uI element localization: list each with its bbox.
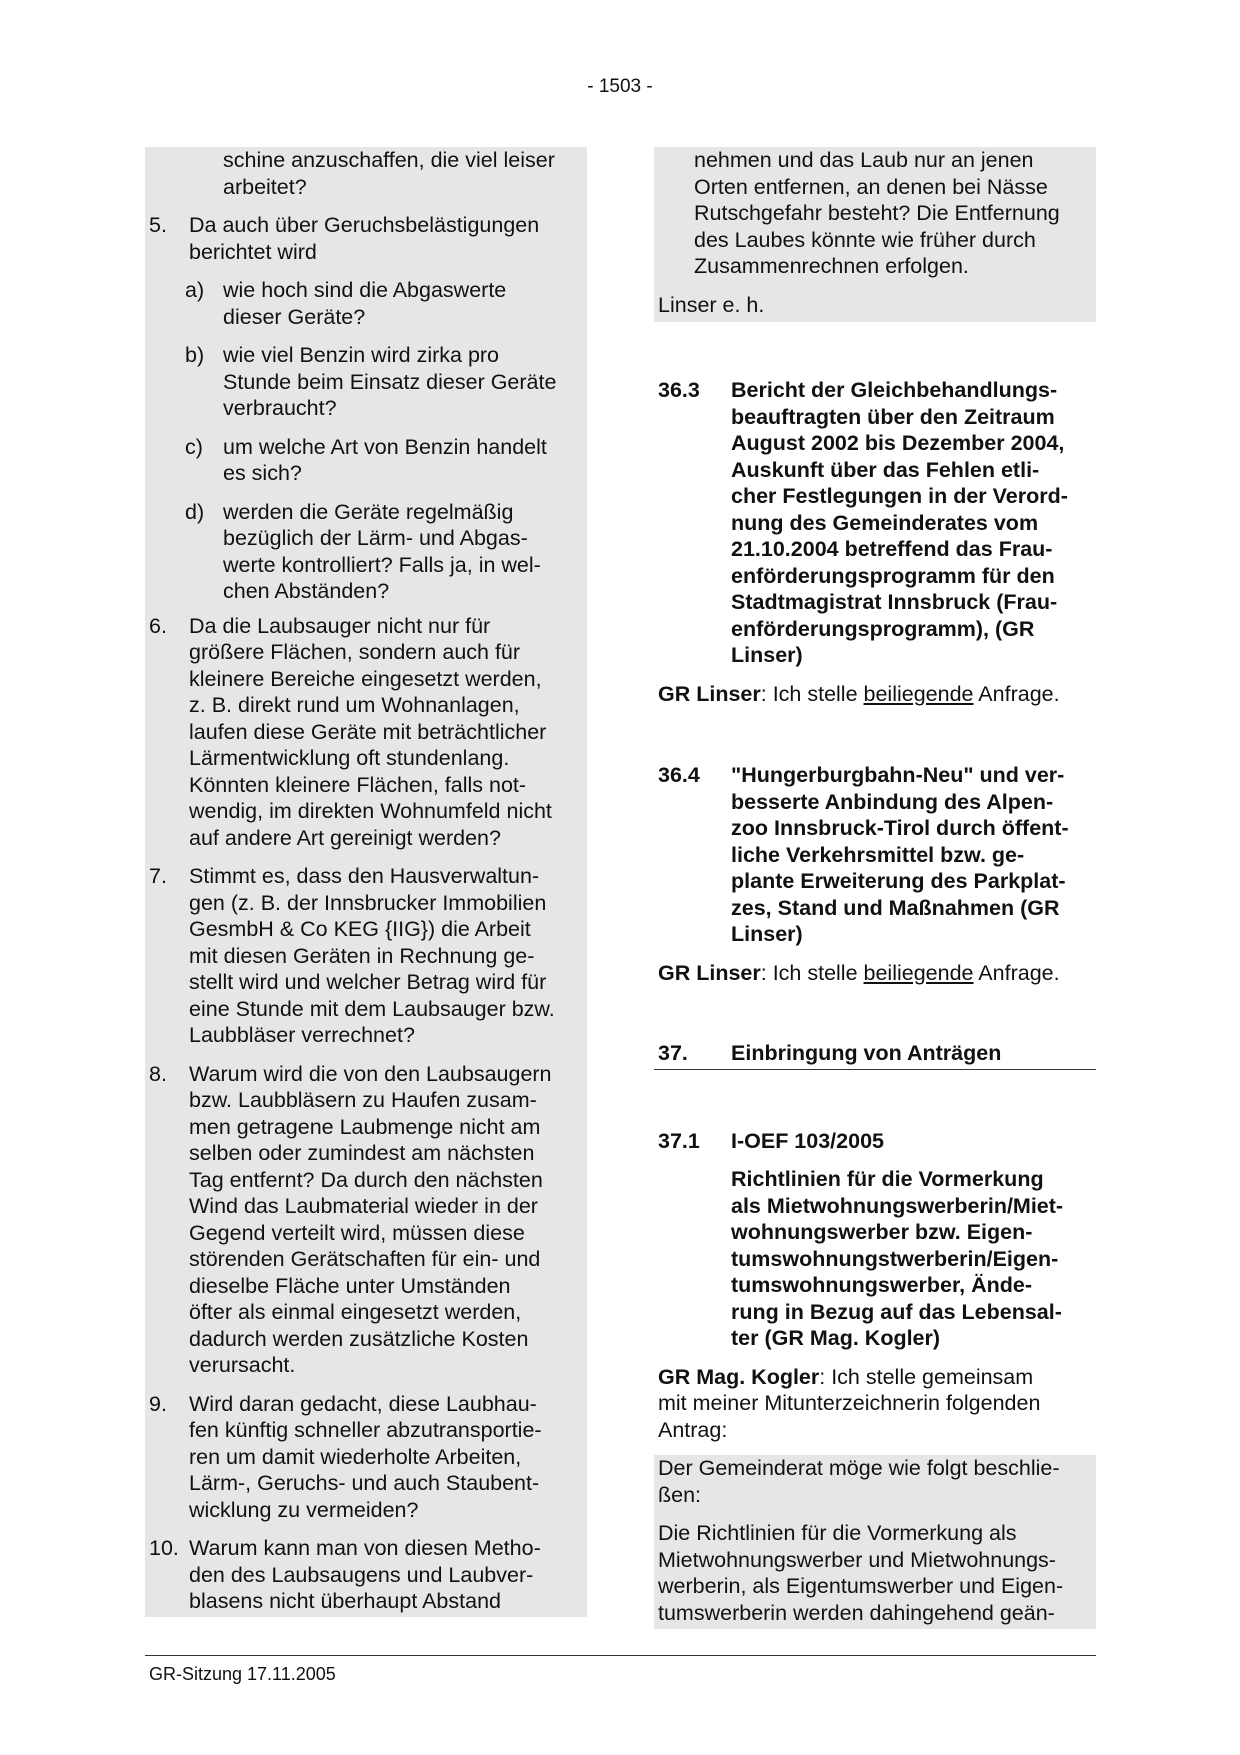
text-line: Stimmt es, dass den Hausverwaltun-	[189, 864, 540, 888]
text-line: eine Stunde mit dem Laubsauger bzw.	[189, 996, 555, 1021]
text-line: wie hoch sind die Abgaswerte	[223, 278, 507, 302]
statement-text: : Ich stelle gemeinsam	[819, 1364, 1034, 1389]
text-line: es sich?	[223, 461, 302, 485]
list-item-7	[145, 863, 587, 1049]
file-code: I-OEF 103/2005	[731, 1128, 884, 1153]
statement-text: Anfrage.	[973, 681, 1060, 706]
item-number: 6.	[149, 613, 167, 638]
item-number: 10.	[149, 1536, 179, 1560]
text-line: ren um damit wiederholte Arbeiten,	[189, 1444, 522, 1469]
text-line: Könnten kleinere Flächen, falls not-	[189, 772, 527, 797]
motion-paragraph	[654, 1455, 1096, 1508]
text-line: Der Gemeinderat möge wie folgt beschlie-	[658, 1456, 1060, 1480]
speaker-name: GR Linser	[658, 960, 761, 985]
speaker-statement	[654, 1364, 1096, 1444]
text-line: Gegend verteilt wird, müssen diese	[189, 1220, 525, 1245]
text-line: störenden Gerätschaften für ein- und	[189, 1247, 541, 1271]
text-line: werberin, als Eigentumswerber und Eigen-	[658, 1574, 1064, 1598]
sub-item-b	[145, 342, 587, 422]
text-line: wie viel Benzin wird zirka pro	[223, 343, 500, 367]
heading-line: als Mietwohnungswerberin/Miet-	[731, 1193, 1064, 1218]
section-37-1	[654, 1128, 1096, 1630]
sub-item-letter: c)	[185, 434, 203, 459]
heading-line: rung in Bezug auf das Lebensal-	[731, 1299, 1062, 1324]
statement-text: Antrag:	[658, 1417, 728, 1442]
text-line: nehmen und das Laub nur an jenen	[694, 148, 1034, 172]
item-number: 7.	[149, 864, 167, 888]
text-line: arbeitet?	[223, 174, 307, 199]
heading-line: zoo Innsbruck-Tirol durch öffent-	[731, 816, 1069, 840]
heading-line: Bericht der Gleichbehandlungs-	[731, 378, 1058, 402]
heading-line: wohnungswerber bzw. Eigen-	[731, 1220, 1033, 1244]
text-line: verursacht.	[189, 1353, 296, 1377]
text-line: bezüglich der Lärm- und Abgas-	[223, 526, 528, 550]
text-line: Laubbläser verrechnet?	[189, 1023, 415, 1047]
attachment-link[interactable]: beiliegende	[863, 960, 974, 985]
text-line: chen Abständen?	[223, 579, 390, 603]
heading-line: besserte Anbindung des Alpen-	[731, 789, 1054, 814]
text-line: dadurch werden zusätzliche Kosten	[189, 1326, 529, 1351]
section-number: 36.3	[658, 378, 700, 402]
text-line: öfter als einmal eingesetzt werden,	[189, 1300, 522, 1324]
speaker-statement	[654, 681, 1096, 708]
speaker-name: GR Mag. Kogler	[658, 1364, 820, 1389]
text-line: Da auch über Geruchsbelästigungen	[189, 213, 540, 237]
text-line: Warum wird die von den Laubsaugern	[189, 1061, 552, 1086]
text-line: Lärm-, Geruchs- und auch Staubent-	[189, 1471, 540, 1495]
left-column	[145, 147, 587, 1617]
text-line: verbraucht?	[223, 396, 337, 420]
text-line: gen (z. B. der Innsbrucker Immobilien	[189, 890, 547, 915]
item-number: 9.	[149, 1391, 167, 1416]
heading-line: tumswohnungswerber, Ände-	[731, 1273, 1033, 1297]
text-line: schine anzuschaffen, die viel leiser	[223, 148, 555, 172]
heading-line: cher Festlegungen in der Verord-	[731, 484, 1068, 508]
text-line: GesmbH & Co KEG {IIG}) die Arbeit	[189, 917, 531, 941]
list-item-6	[145, 613, 587, 852]
text-line: selben oder zumindest am nächsten	[189, 1141, 535, 1165]
text-line: um welche Art von Benzin handelt	[223, 434, 547, 459]
heading-line: Richtlinien für die Vormerkung	[731, 1167, 1044, 1191]
sub-item-d	[145, 499, 587, 605]
text-line: kleinere Bereiche eingesetzt werden,	[189, 666, 542, 691]
text-line: tumswerberin werden dahingehend geän-	[658, 1600, 1055, 1625]
text-line: blasens nicht überhaupt Abstand	[189, 1589, 501, 1613]
heading-line: Linser)	[731, 643, 803, 667]
text-line: Warum kann man von diesen Metho-	[189, 1536, 541, 1560]
heading-line: Stadtmagistrat Innsbruck (Frau-	[731, 590, 1058, 614]
text-line: Zusammenrechnen erfolgen.	[694, 254, 969, 278]
heading-line: ter (GR Mag. Kogler)	[731, 1326, 941, 1350]
text-line: dieselbe Fläche unter Umständen	[189, 1273, 511, 1298]
heading-line: "Hungerburgbahn-Neu" und ver-	[731, 763, 1065, 787]
text-line: bzw. Laubbläsern zu Haufen zusam-	[189, 1088, 537, 1112]
section-number: 36.4	[658, 763, 700, 787]
text-line: auf andere Art gereinigt werden?	[189, 825, 501, 850]
heading-line: August 2002 bis Dezember 2004,	[731, 431, 1065, 455]
page-number: - 1503 -	[587, 76, 653, 97]
text-line: fen künftig schneller abzutransportie-	[189, 1418, 542, 1442]
motion-paragraph	[654, 1520, 1096, 1626]
text-line: Stunde beim Einsatz dieser Geräte	[223, 369, 557, 394]
list-item-9	[145, 1391, 587, 1524]
text-line: Wind das Laubmaterial wieder in der	[189, 1194, 538, 1218]
section-36-4	[654, 762, 1096, 986]
text-line: des Laubes könnte wie früher durch	[694, 227, 1036, 252]
heading-line: plante Erweiterung des Parkplat-	[731, 869, 1066, 893]
heading-line: Linser)	[731, 922, 803, 946]
speaker-statement	[654, 960, 1096, 987]
text-line: stellt wird und welcher Betrag wird für	[189, 970, 547, 994]
sub-item-letter: a)	[185, 278, 205, 302]
sub-item-letter: d)	[185, 499, 205, 524]
right-column	[654, 147, 1096, 1629]
list-item-5	[145, 212, 587, 265]
text-line: werte kontrolliert? Falls ja, in wel-	[223, 552, 541, 577]
list-item-10	[145, 1535, 587, 1615]
text-line: größere Flächen, sondern auch für	[189, 640, 521, 664]
statement-text: mit meiner Mitunterzeichnerin folgenden	[658, 1391, 1041, 1415]
motion-text-block	[654, 1455, 1096, 1629]
section-number: 37.1	[658, 1128, 700, 1153]
heading-line: tumswohnungstwerberin/Eigen-	[731, 1246, 1059, 1271]
section-36-3	[654, 377, 1096, 707]
text-line: wendig, im direkten Wohnumfeld nicht	[189, 799, 552, 823]
text-line: Rutschgefahr besteht? Die Entfernung	[694, 201, 1060, 225]
section-37-heading	[654, 1040, 1096, 1070]
text-line: Lärmentwicklung oft stundenlang.	[189, 746, 510, 770]
text-line: ßen:	[658, 1482, 702, 1507]
text-line: Tag entfernt? Da durch den nächsten	[189, 1167, 543, 1192]
signature: Linser e. h.	[658, 292, 765, 317]
sub-item-letter: b)	[185, 343, 205, 367]
sub-item-c	[145, 434, 587, 487]
statement-text: : Ich stelle	[760, 960, 864, 985]
heading-line: zes, Stand und Maßnahmen (GR	[731, 895, 1060, 920]
heading-line: enförderungsprogramm für den	[731, 563, 1055, 588]
text-line: z. B. direkt rund um Wohnanlagen,	[189, 693, 520, 717]
right-continuation-block	[654, 147, 1096, 322]
right-continuation	[654, 147, 1096, 280]
item-number: 8.	[149, 1061, 167, 1086]
text-line: laufen diese Geräte mit beträchtlicher	[189, 719, 547, 744]
text-line: dieser Geräte?	[223, 304, 366, 329]
text-line: werden die Geräte regelmäßig	[223, 499, 514, 524]
item-number: 5.	[149, 213, 167, 237]
heading-line: liche Verkehrsmittel bzw. ge-	[731, 842, 1025, 867]
text-line: Wird daran gedacht, diese Laubhau-	[189, 1391, 537, 1416]
statement-text: Anfrage.	[973, 960, 1060, 985]
text-line: Die Richtlinien für die Vormerkung als	[658, 1521, 1017, 1545]
statement-text: : Ich stelle	[760, 681, 864, 706]
attachment-link[interactable]: beiliegende	[863, 681, 974, 706]
text-line: Mietwohnungswerber und Mietwohnungs-	[658, 1547, 1056, 1572]
footer-text: GR-Sitzung 17.11.2005	[149, 1664, 336, 1684]
left-continuation	[145, 147, 587, 200]
text-line: berichtet wird	[189, 239, 317, 264]
section-number: 37.	[658, 1041, 688, 1065]
heading-line: nung des Gemeinderates vom	[731, 510, 1039, 535]
heading-line: enförderungsprogramm), (GR	[731, 616, 1035, 641]
heading-line: 21.10.2004 betreffend das Frau-	[731, 537, 1053, 561]
section-title: Einbringung von Anträgen	[731, 1041, 1002, 1065]
motion-title	[654, 1166, 1096, 1352]
text-line: den des Laubsaugens und Laubver-	[189, 1562, 534, 1587]
text-line: Da die Laubsauger nicht nur für	[189, 613, 491, 638]
text-line: men getragene Laubmenge nicht am	[189, 1114, 541, 1139]
heading-line: Auskunft über das Fehlen etli-	[731, 457, 1040, 482]
list-item-8	[145, 1061, 587, 1379]
heading-line: beauftragten über den Zeitraum	[731, 404, 1055, 429]
speaker-name: GR Linser	[658, 681, 761, 706]
text-line: wicklung zu vermeiden?	[189, 1497, 419, 1522]
text-line: mit diesen Geräten in Rechnung ge-	[189, 943, 535, 968]
footer-divider	[145, 1655, 1096, 1656]
text-line: Orten entfernen, an denen bei Nässe	[694, 174, 1048, 199]
sub-item-a	[145, 277, 587, 330]
